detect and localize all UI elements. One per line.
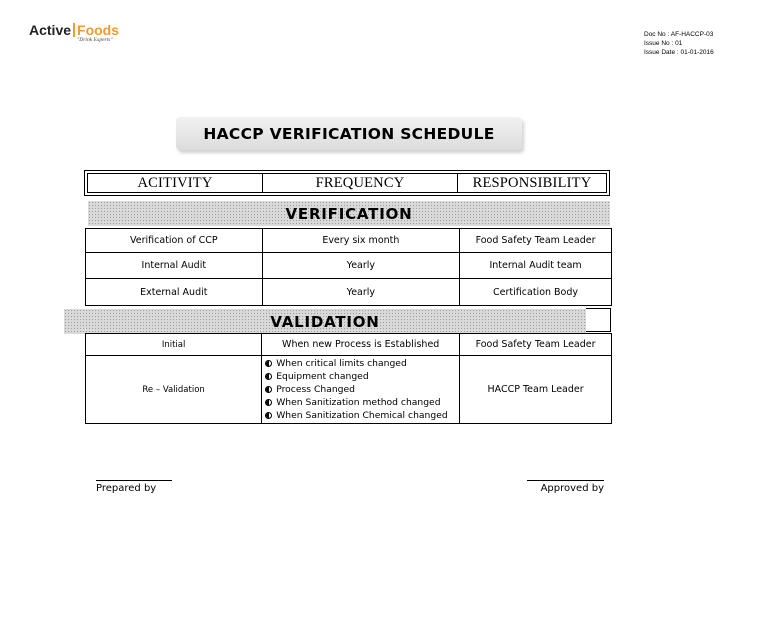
list-item: When critical limits changed	[265, 357, 456, 370]
list-item: When Sanitization Chemical changed	[265, 409, 456, 422]
cell-responsibility: Food Safety Team Leader	[460, 229, 612, 253]
table-row	[86, 356, 612, 424]
half-circle-bullet-icon	[265, 360, 272, 367]
band-border-stub	[586, 308, 611, 332]
table-row	[86, 334, 612, 356]
cell-frequency-list	[262, 356, 460, 424]
cell-activity: Verification of CCP	[86, 229, 263, 253]
half-circle-bullet-icon	[265, 386, 272, 393]
table-row	[86, 229, 612, 253]
signature-line	[96, 480, 172, 481]
header-responsibility: RESPONSIBILITY	[457, 173, 607, 193]
approved-by-signature	[527, 480, 604, 494]
section-heading-validation: VALIDATION	[64, 308, 586, 335]
approved-by-label: Approved by	[540, 483, 604, 494]
section-heading-verification: VERIFICATION	[88, 200, 610, 227]
list-item: Process Changed	[265, 383, 456, 396]
half-circle-bullet-icon	[265, 412, 272, 419]
verification-table	[85, 228, 612, 306]
table-row	[86, 253, 612, 279]
cell-activity: Initial	[86, 334, 262, 356]
table-header	[84, 170, 610, 196]
cell-activity: Internal Audit	[86, 253, 263, 279]
issue-number: Issue No : 01	[644, 40, 683, 47]
cell-frequency: Every six month	[262, 229, 459, 253]
half-circle-bullet-icon	[265, 399, 272, 406]
signature-line	[527, 480, 604, 481]
logo-divider	[73, 23, 75, 37]
header-activity: ACITIVITY	[87, 173, 263, 193]
cell-frequency: Yearly	[262, 279, 459, 306]
cell-activity: External Audit	[86, 279, 263, 306]
logo-text-foods: Foods	[77, 22, 120, 38]
logo-tagline: "Drink Experts"	[77, 37, 113, 43]
list-item: When Sanitization method changed	[265, 396, 456, 409]
table-row	[86, 279, 612, 306]
document-info	[644, 30, 714, 57]
validation-table	[85, 333, 612, 424]
cell-responsibility: HACCP Team Leader	[460, 356, 612, 424]
cell-responsibility: Certification Body	[460, 279, 612, 306]
logo-text-active: Active	[29, 22, 72, 38]
doc-number: Doc No : AF-HACCP-03	[644, 31, 714, 38]
cell-activity: Re – Validation	[86, 356, 262, 424]
cell-responsibility: Food Safety Team Leader	[460, 334, 612, 356]
cell-frequency: Yearly	[262, 253, 459, 279]
prepared-by-signature	[96, 480, 172, 494]
cell-responsibility: Internal Audit team	[460, 253, 612, 279]
page-title: HACCP VERIFICATION SCHEDULE	[176, 117, 522, 150]
list-item: Equipment changed	[265, 370, 456, 383]
issue-date: Issue Date : 01-01-2016	[644, 49, 714, 56]
prepared-by-label: Prepared by	[96, 483, 157, 494]
cell-frequency: When new Process is Established	[262, 334, 460, 356]
half-circle-bullet-icon	[265, 373, 272, 380]
header-frequency: FREQUENCY	[262, 173, 458, 193]
company-logo	[29, 22, 119, 43]
